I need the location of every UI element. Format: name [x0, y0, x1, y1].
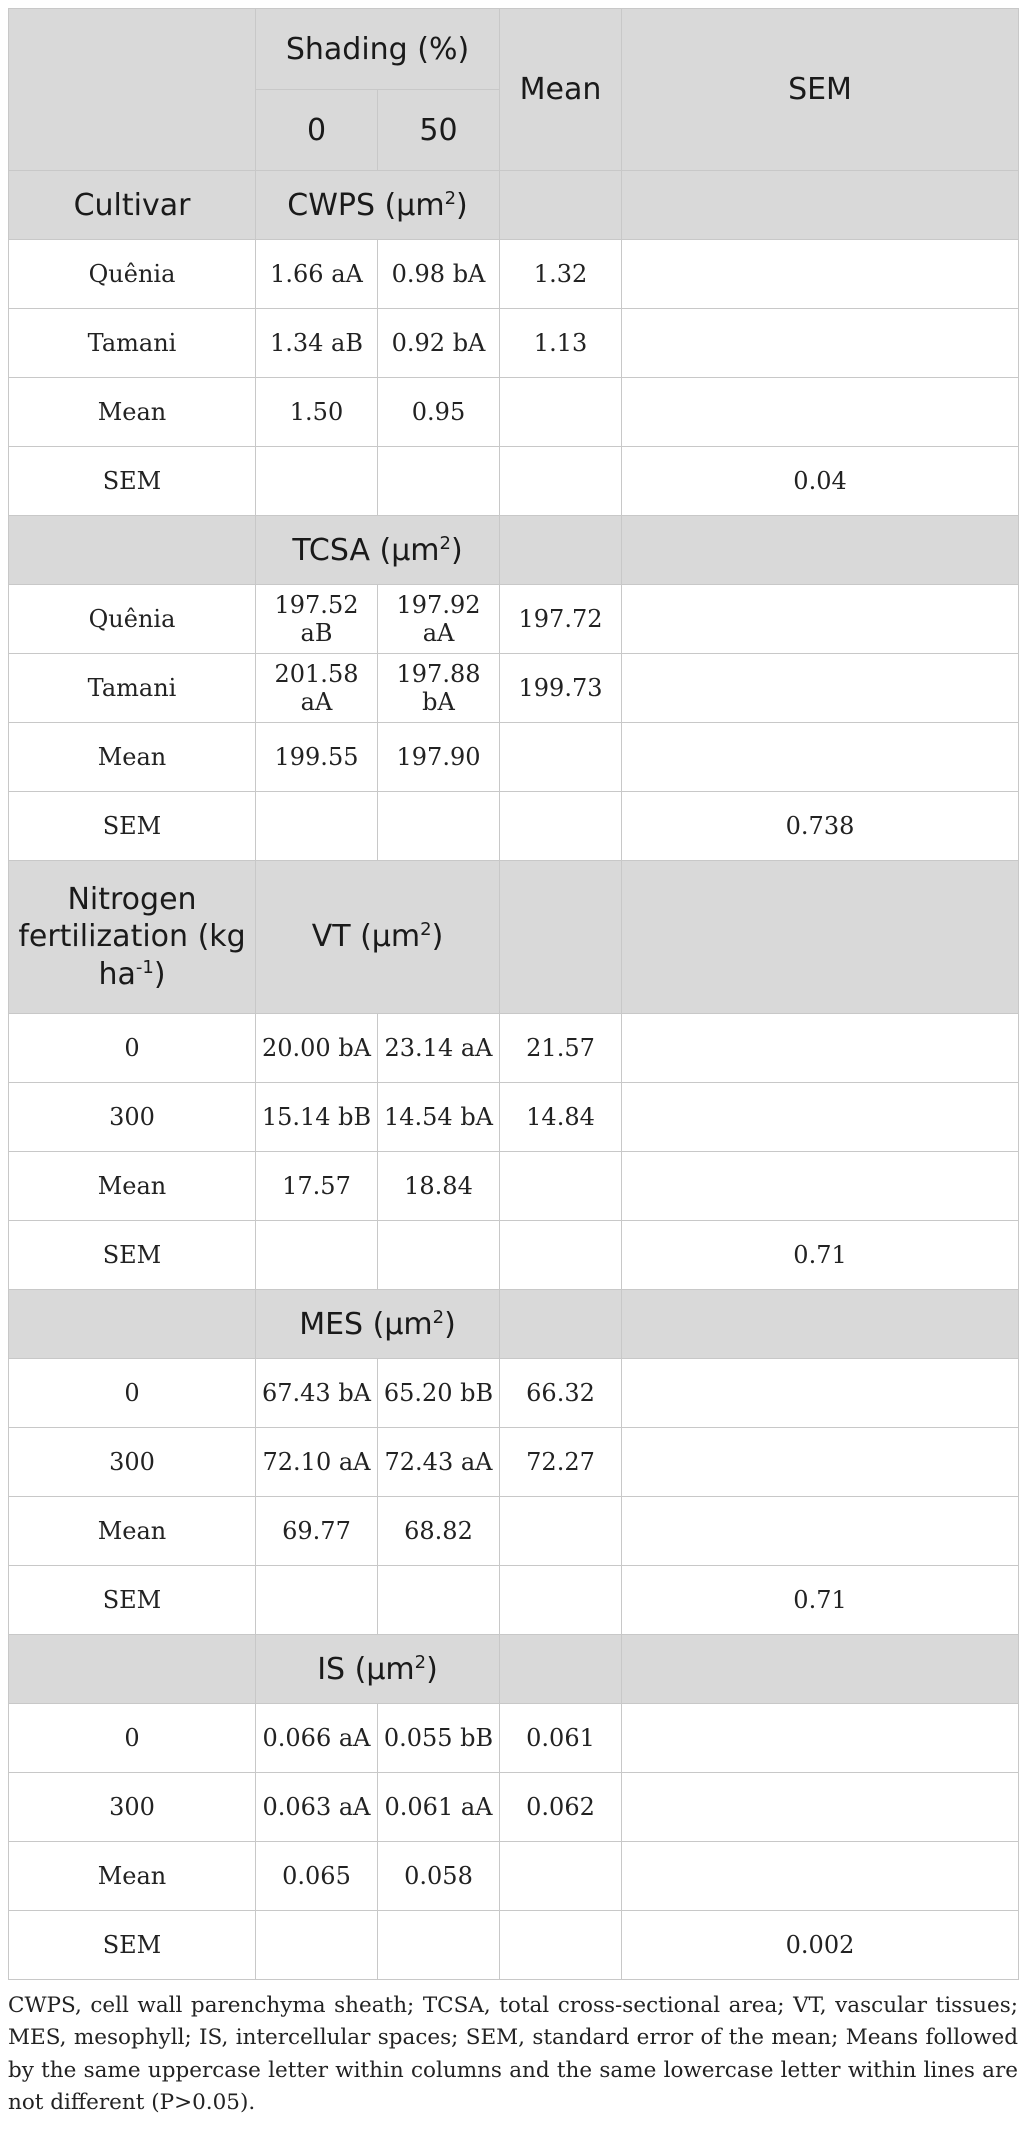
- header-shading: Shading (%): [256, 9, 500, 90]
- factor-label-blank: [9, 516, 256, 585]
- table-row: [9, 1152, 1019, 1221]
- cell-mean: [500, 1566, 622, 1635]
- table-row: [9, 1704, 1019, 1773]
- cell-sem: [622, 1773, 1019, 1842]
- cell-sem: [622, 378, 1019, 447]
- cell-sem: [622, 1152, 1019, 1221]
- cell-mean: 1.32: [500, 240, 622, 309]
- row-label: 300: [9, 1083, 256, 1152]
- cell-mean: [500, 1221, 622, 1290]
- cell-mean: 0.061: [500, 1704, 622, 1773]
- cell-mean: 199.73: [500, 654, 622, 723]
- row-label: Mean: [9, 723, 256, 792]
- cell-shading-0: 17.57: [256, 1152, 378, 1221]
- section-title-mes: MES $(\mu m^2)$: [256, 1290, 500, 1359]
- section-header-blank: [622, 861, 1019, 1014]
- cell-shading-50: 65.20 bB: [378, 1359, 500, 1428]
- table-row: [9, 585, 1019, 654]
- cell-shading-0: 0.065: [256, 1842, 378, 1911]
- table-row: [9, 240, 1019, 309]
- cell-shading-50: 197.92 aA: [378, 585, 500, 654]
- cell-sem: [622, 240, 1019, 309]
- cell-mean: [500, 1842, 622, 1911]
- section-header-blank: [622, 171, 1019, 240]
- header-shading-50: 50: [378, 90, 500, 171]
- cell-mean: [500, 1152, 622, 1221]
- cell-sem: 0.04: [622, 447, 1019, 516]
- header-corner: [9, 9, 256, 171]
- table-row: [9, 1083, 1019, 1152]
- cell-shading-50: 0.058: [378, 1842, 500, 1911]
- table-footnote: CWPS, cell wall parenchyma sheath; TCSA, total cross-sectional area; VT, vascular tissues; MES, mesophyll; IS, intercellular spaces; SEM, standard error of the mean; Means followed by the same uppercase letter within columns and the same lowercase letter within lines are not different (P>0.05).: [8, 1993, 1018, 2115]
- row-label: 0: [9, 1704, 256, 1773]
- row-label: 0: [9, 1359, 256, 1428]
- cell-shading-0: [256, 447, 378, 516]
- cell-shading-50: [378, 1221, 500, 1290]
- cell-mean: 72.27: [500, 1428, 622, 1497]
- table-row: [9, 1773, 1019, 1842]
- table-figure: [8, 8, 1018, 2119]
- cell-shading-50: [378, 447, 500, 516]
- header-mean: Mean: [500, 9, 622, 171]
- row-label: Tamani: [9, 309, 256, 378]
- factor-label-blank: [9, 1290, 256, 1359]
- cell-mean: [500, 447, 622, 516]
- section-header-blank: [622, 1635, 1019, 1704]
- cell-sem: [622, 1704, 1019, 1773]
- cell-mean: [500, 792, 622, 861]
- table-row: [9, 1014, 1019, 1083]
- cell-shading-0: [256, 1911, 378, 1980]
- cell-shading-0: 15.14 bB: [256, 1083, 378, 1152]
- row-label: 300: [9, 1428, 256, 1497]
- section-header-blank: [622, 516, 1019, 585]
- cell-shading-0: [256, 1221, 378, 1290]
- section-header-mes: [9, 1290, 1019, 1359]
- cell-shading-50: 197.88 bA: [378, 654, 500, 723]
- row-label: SEM: [9, 1911, 256, 1980]
- row-label: 300: [9, 1773, 256, 1842]
- cell-sem: [622, 585, 1019, 654]
- row-label: Quênia: [9, 585, 256, 654]
- cell-sem: [622, 1083, 1019, 1152]
- cell-sem: [622, 1359, 1019, 1428]
- section-title-tcsa: TCSA $(\mu m^2)$: [256, 516, 500, 585]
- cell-shading-50: 14.54 bA: [378, 1083, 500, 1152]
- cell-shading-0: 1.34 aB: [256, 309, 378, 378]
- section-header-blank: [500, 1635, 622, 1704]
- table-row: [9, 1911, 1019, 1980]
- cell-mean: 21.57: [500, 1014, 622, 1083]
- cell-sem: [622, 723, 1019, 792]
- cell-shading-50: 72.43 aA: [378, 1428, 500, 1497]
- section-header-is: [9, 1635, 1019, 1704]
- cell-shading-50: 18.84: [378, 1152, 500, 1221]
- cell-shading-0: 199.55: [256, 723, 378, 792]
- cell-sem: [622, 1497, 1019, 1566]
- row-label: Mean: [9, 1842, 256, 1911]
- cell-sem: [622, 1842, 1019, 1911]
- cell-shading-50: [378, 1566, 500, 1635]
- cell-sem: 0.71: [622, 1566, 1019, 1635]
- section-title-is: IS $(\mu m^2)$: [256, 1635, 500, 1704]
- cell-shading-0: [256, 1566, 378, 1635]
- section-header-blank: [500, 1290, 622, 1359]
- cell-sem: 0.002: [622, 1911, 1019, 1980]
- cell-shading-0: 67.43 bA: [256, 1359, 378, 1428]
- cell-shading-0: 0.066 aA: [256, 1704, 378, 1773]
- table-row: [9, 723, 1019, 792]
- cell-shading-50: 0.92 bA: [378, 309, 500, 378]
- row-label: SEM: [9, 1566, 256, 1635]
- row-label: Quênia: [9, 240, 256, 309]
- section-header-blank: [622, 1290, 1019, 1359]
- cell-sem: [622, 1428, 1019, 1497]
- cell-sem: [622, 1014, 1019, 1083]
- table-row: [9, 1497, 1019, 1566]
- header-shading-0: 0: [256, 90, 378, 171]
- table-row: [9, 309, 1019, 378]
- section-header-vt: [9, 861, 1019, 1014]
- table-row: [9, 1428, 1019, 1497]
- cell-shading-0: 201.58 aA: [256, 654, 378, 723]
- row-label: Tamani: [9, 654, 256, 723]
- row-label: SEM: [9, 792, 256, 861]
- cell-shading-0: [256, 792, 378, 861]
- table-row: [9, 1221, 1019, 1290]
- factor-label-blank: [9, 1635, 256, 1704]
- cell-shading-50: 197.90: [378, 723, 500, 792]
- section-title-vt: VT $(\mu m^2)$: [256, 861, 500, 1014]
- cell-shading-50: 0.98 bA: [378, 240, 500, 309]
- row-label: SEM: [9, 447, 256, 516]
- cell-sem: [622, 654, 1019, 723]
- section-header-blank: [500, 861, 622, 1014]
- row-label: 0: [9, 1014, 256, 1083]
- row-label: Mean: [9, 378, 256, 447]
- section-header-tcsa: [9, 516, 1019, 585]
- cell-mean: [500, 1497, 622, 1566]
- cell-shading-50: 68.82: [378, 1497, 500, 1566]
- cell-mean: 14.84: [500, 1083, 622, 1152]
- section-header-blank: [500, 516, 622, 585]
- cell-shading-50: [378, 1911, 500, 1980]
- cell-sem: [622, 309, 1019, 378]
- factor-label-cultivar: Cultivar: [9, 171, 256, 240]
- table-row: [9, 378, 1019, 447]
- factor-label-nitrogen: Nitrogen fertilization (kg $ha^{-1}$): [9, 861, 256, 1014]
- table-row: [9, 792, 1019, 861]
- cell-shading-50: 0.061 aA: [378, 1773, 500, 1842]
- table-row: [9, 654, 1019, 723]
- cell-shading-0: 0.063 aA: [256, 1773, 378, 1842]
- cell-mean: 197.72: [500, 585, 622, 654]
- cell-shading-0: 20.00 bA: [256, 1014, 378, 1083]
- cell-shading-50: 23.14 aA: [378, 1014, 500, 1083]
- cell-shading-0: 69.77: [256, 1497, 378, 1566]
- row-label: Mean: [9, 1497, 256, 1566]
- table-row: [9, 1359, 1019, 1428]
- section-title-cwps: CWPS $(\mu m^2)$: [256, 171, 500, 240]
- cell-shading-50: 0.055 bB: [378, 1704, 500, 1773]
- cell-shading-50: 0.95: [378, 378, 500, 447]
- data-table: [8, 8, 1019, 1980]
- cell-mean: 0.062: [500, 1773, 622, 1842]
- cell-shading-0: 197.52 aB: [256, 585, 378, 654]
- cell-mean: [500, 378, 622, 447]
- table-row: [9, 447, 1019, 516]
- section-header-blank: [500, 171, 622, 240]
- cell-shading-0: 72.10 aA: [256, 1428, 378, 1497]
- cell-mean: [500, 1911, 622, 1980]
- cell-sem: 0.738: [622, 792, 1019, 861]
- cell-mean: 66.32: [500, 1359, 622, 1428]
- row-label: Mean: [9, 1152, 256, 1221]
- cell-mean: [500, 723, 622, 792]
- cell-sem: 0.71: [622, 1221, 1019, 1290]
- table-row: [9, 1842, 1019, 1911]
- cell-shading-0: 1.66 aA: [256, 240, 378, 309]
- header-sem: SEM: [622, 9, 1019, 171]
- cell-shading-50: [378, 792, 500, 861]
- header-row-1: [9, 9, 1019, 90]
- cell-mean: 1.13: [500, 309, 622, 378]
- row-label: SEM: [9, 1221, 256, 1290]
- section-header-cwps: [9, 171, 1019, 240]
- cell-shading-0: 1.50: [256, 378, 378, 447]
- table-row: [9, 1566, 1019, 1635]
